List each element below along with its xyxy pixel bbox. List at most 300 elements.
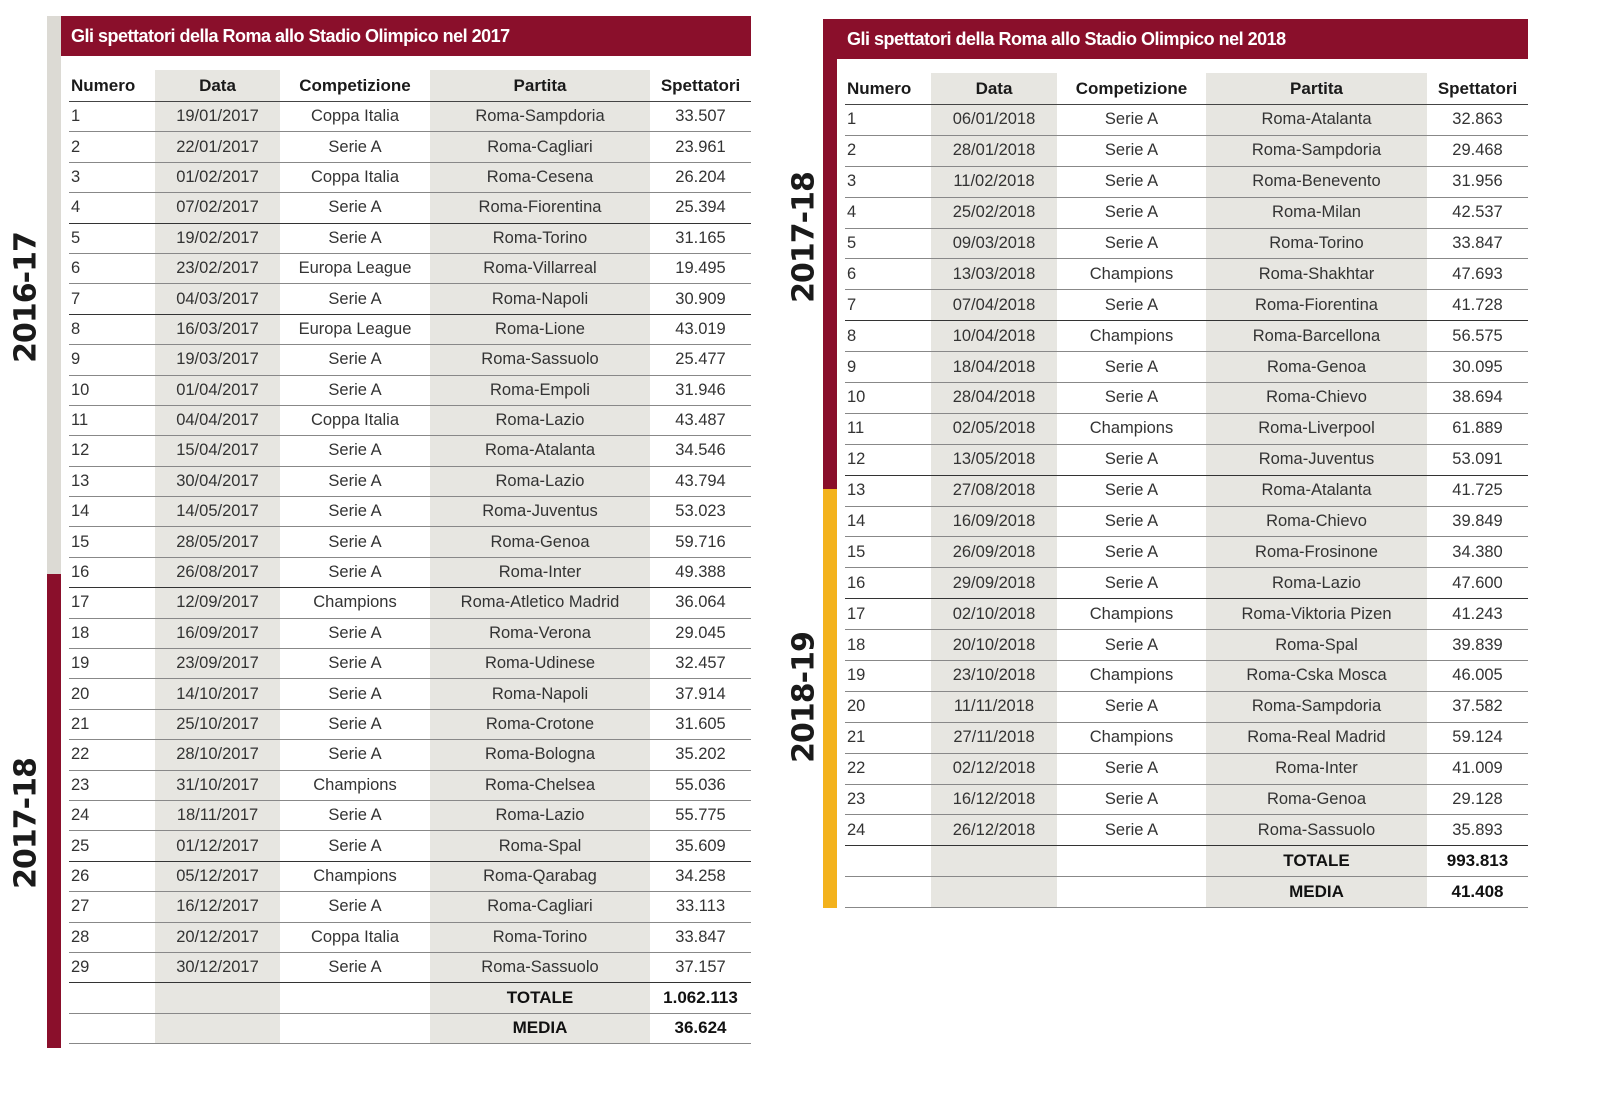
- cell-data: 05/12/2017: [155, 861, 280, 891]
- media-value: 36.624: [650, 1013, 751, 1043]
- cell-data: 04/03/2017: [155, 284, 280, 314]
- cell-numero: 19: [845, 661, 931, 692]
- cell-competizione: Champions: [280, 770, 430, 800]
- table-row: [69, 709, 751, 739]
- cell-numero: 17: [845, 599, 931, 630]
- media-label: MEDIA: [1206, 877, 1427, 908]
- cell-data: 27/08/2018: [931, 475, 1057, 506]
- cell-data: 25/10/2017: [155, 709, 280, 739]
- cell-numero: 6: [69, 253, 155, 283]
- col-header-competizione: Competizione: [1057, 73, 1206, 105]
- cell-data: 19/01/2017: [155, 102, 280, 132]
- cell-numero: 1: [69, 102, 155, 132]
- col-header-numero: Numero: [845, 73, 931, 105]
- table-row: [845, 753, 1528, 784]
- cell-numero: 14: [69, 497, 155, 527]
- cell-spettatori: 31.946: [650, 375, 751, 405]
- cell-data: 25/02/2018: [931, 197, 1057, 228]
- cell-data: 02/05/2018: [931, 413, 1057, 444]
- cell-partita: Roma-Atalanta: [430, 436, 650, 466]
- cell-competizione: Serie A: [1057, 753, 1206, 784]
- cell-data: 14/10/2017: [155, 679, 280, 709]
- cell-numero: 12: [69, 436, 155, 466]
- cell-data: 23/02/2017: [155, 253, 280, 283]
- cell-competizione: Serie A: [280, 649, 430, 679]
- cell-competizione: Serie A: [280, 345, 430, 375]
- cell-numero: 19: [69, 649, 155, 679]
- cell-numero: 13: [69, 466, 155, 496]
- table-row: [69, 770, 751, 800]
- cell-partita: Roma-Lione: [430, 314, 650, 344]
- cell-partita: Roma-Real Madrid: [1206, 722, 1427, 753]
- cell-partita: Roma-Chievo: [1206, 506, 1427, 537]
- cell-data: 18/11/2017: [155, 800, 280, 830]
- cell-numero: 12: [845, 444, 931, 475]
- cell-partita: Roma-Sassuolo: [430, 345, 650, 375]
- table-row: [69, 405, 751, 435]
- cell-data: 12/09/2017: [155, 588, 280, 618]
- cell-spettatori: 59.124: [1427, 722, 1528, 753]
- cell-spettatori: 29.045: [650, 618, 751, 648]
- cell-partita: Roma-Empoli: [430, 375, 650, 405]
- cell-spettatori: 49.388: [650, 557, 751, 587]
- cell-numero: 15: [845, 537, 931, 568]
- cell-partita: Roma-Sampdoria: [1206, 691, 1427, 722]
- table-row: [845, 352, 1528, 383]
- cell-competizione: Serie A: [1057, 815, 1206, 846]
- table-title-2018: Gli spettatori della Roma allo Stadio Olimpico nel 2018: [837, 19, 1528, 59]
- cell-numero: 23: [845, 784, 931, 815]
- season-label-bottom: 2018-19: [786, 632, 822, 763]
- cell-numero: 8: [69, 314, 155, 344]
- cell-data: 02/10/2018: [931, 599, 1057, 630]
- cell-numero: 22: [69, 740, 155, 770]
- cell-spettatori: 53.091: [1427, 444, 1528, 475]
- cell-data: 18/04/2018: [931, 352, 1057, 383]
- cell-partita: Roma-Juventus: [1206, 444, 1427, 475]
- cell-data: 01/02/2017: [155, 162, 280, 192]
- table-row: [69, 436, 751, 466]
- cell-partita: Roma-Atalanta: [1206, 475, 1427, 506]
- cell-numero: 10: [845, 383, 931, 414]
- cell-data: 11/11/2018: [931, 691, 1057, 722]
- cell-spettatori: 29.128: [1427, 784, 1528, 815]
- cell-spettatori: 46.005: [1427, 661, 1528, 692]
- cell-spettatori: 43.487: [650, 405, 751, 435]
- cell-spettatori: 61.889: [1427, 413, 1528, 444]
- totale-row: [845, 846, 1528, 877]
- table-row: [845, 259, 1528, 290]
- cell-spettatori: 35.893: [1427, 815, 1528, 846]
- cell-data: 06/01/2018: [931, 105, 1057, 136]
- cell-partita: Roma-Milan: [1206, 197, 1427, 228]
- cell-data: 19/02/2017: [155, 223, 280, 253]
- cell-partita: Roma-Cska Mosca: [1206, 661, 1427, 692]
- cell-data: 16/03/2017: [155, 314, 280, 344]
- table-row: [69, 679, 751, 709]
- table-row: [69, 831, 751, 861]
- col-header-data: Data: [155, 70, 280, 102]
- cell-data: 31/10/2017: [155, 770, 280, 800]
- cell-data: 16/09/2017: [155, 618, 280, 648]
- cell-partita: Roma-Atletico Madrid: [430, 588, 650, 618]
- cell-partita: Roma-Sampdoria: [1206, 135, 1427, 166]
- cell-competizione: Serie A: [280, 497, 430, 527]
- cell-partita: Roma-Fiorentina: [430, 193, 650, 223]
- cell-spettatori: 37.582: [1427, 691, 1528, 722]
- cell-partita: Roma-Cesena: [430, 162, 650, 192]
- cell-partita: Roma-Juventus: [430, 497, 650, 527]
- cell-numero: 24: [845, 815, 931, 846]
- cell-numero: 8: [845, 321, 931, 352]
- media-row: [845, 877, 1528, 908]
- table-row: [69, 557, 751, 587]
- cell-data: 07/04/2018: [931, 290, 1057, 321]
- cell-competizione: Serie A: [1057, 197, 1206, 228]
- cell-data: 28/04/2018: [931, 383, 1057, 414]
- cell-partita: Roma-Lazio: [430, 800, 650, 830]
- col-header-data: Data: [931, 73, 1057, 105]
- table-row: [845, 815, 1528, 846]
- col-header-spettatori: Spettatori: [1427, 73, 1528, 105]
- cell-competizione: Serie A: [280, 892, 430, 922]
- cell-numero: 13: [845, 475, 931, 506]
- cell-spettatori: 42.537: [1427, 197, 1528, 228]
- empty-cell: [155, 983, 280, 1013]
- table-row: [69, 527, 751, 557]
- cell-data: 30/12/2017: [155, 952, 280, 982]
- cell-partita: Roma-Torino: [1206, 228, 1427, 259]
- table-row: [69, 892, 751, 922]
- cell-partita: Roma-Viktoria Pizen: [1206, 599, 1427, 630]
- table-row: [69, 162, 751, 192]
- table-row: [845, 722, 1528, 753]
- table-row: [845, 321, 1528, 352]
- cell-competizione: Serie A: [280, 193, 430, 223]
- table-row: [845, 166, 1528, 197]
- cell-partita: Roma-Genoa: [430, 527, 650, 557]
- cell-competizione: Europa League: [280, 253, 430, 283]
- cell-data: 22/01/2017: [155, 132, 280, 162]
- cell-competizione: Serie A: [280, 132, 430, 162]
- table-row: [69, 375, 751, 405]
- empty-cell: [845, 877, 931, 908]
- season-label-top: 2016-17: [8, 232, 44, 363]
- cell-spettatori: 34.546: [650, 436, 751, 466]
- totale-value: 1.062.113: [650, 983, 751, 1013]
- totale-label: TOTALE: [1206, 846, 1427, 877]
- attendance-table-2018: [845, 73, 1528, 908]
- cell-data: 20/10/2018: [931, 630, 1057, 661]
- cell-spettatori: 25.477: [650, 345, 751, 375]
- table-row: [69, 800, 751, 830]
- cell-partita: Roma-Shakhtar: [1206, 259, 1427, 290]
- cell-data: 23/10/2018: [931, 661, 1057, 692]
- cell-partita: Roma-Spal: [1206, 630, 1427, 661]
- cell-numero: 15: [69, 527, 155, 557]
- empty-cell: [845, 846, 931, 877]
- cell-partita: Roma-Sassuolo: [1206, 815, 1427, 846]
- cell-competizione: Serie A: [1057, 444, 1206, 475]
- cell-competizione: Serie A: [280, 618, 430, 648]
- totale-row: [69, 983, 751, 1013]
- table-row: [845, 135, 1528, 166]
- table-row: [69, 102, 751, 132]
- table-row: [845, 383, 1528, 414]
- cell-spettatori: 33.113: [650, 892, 751, 922]
- cell-competizione: Serie A: [1057, 383, 1206, 414]
- cell-competizione: Serie A: [280, 740, 430, 770]
- cell-partita: Roma-Spal: [430, 831, 650, 861]
- cell-competizione: Serie A: [1057, 784, 1206, 815]
- table-row: [845, 413, 1528, 444]
- cell-spettatori: 55.775: [650, 800, 751, 830]
- table-row: [845, 444, 1528, 475]
- table-row: [69, 861, 751, 891]
- cell-numero: 9: [845, 352, 931, 383]
- cell-data: 28/01/2018: [931, 135, 1057, 166]
- cell-partita: Roma-Lazio: [430, 405, 650, 435]
- table-row: [69, 588, 751, 618]
- cell-competizione: Serie A: [280, 375, 430, 405]
- cell-partita: Roma-Cagliari: [430, 892, 650, 922]
- table-row: [845, 784, 1528, 815]
- cell-partita: Roma-Bologna: [430, 740, 650, 770]
- cell-partita: Roma-Napoli: [430, 679, 650, 709]
- cell-spettatori: 19.495: [650, 253, 751, 283]
- cell-competizione: Serie A: [280, 527, 430, 557]
- cell-partita: Roma-Genoa: [1206, 784, 1427, 815]
- cell-data: 16/12/2017: [155, 892, 280, 922]
- season-label-top: 2017-18: [786, 172, 822, 303]
- cell-competizione: Serie A: [280, 466, 430, 496]
- cell-spettatori: 25.394: [650, 193, 751, 223]
- cell-partita: Roma-Frosinone: [1206, 537, 1427, 568]
- cell-spettatori: 41.725: [1427, 475, 1528, 506]
- cell-spettatori: 33.507: [650, 102, 751, 132]
- cell-competizione: Coppa Italia: [280, 102, 430, 132]
- media-row: [69, 1013, 751, 1043]
- cell-numero: 7: [845, 290, 931, 321]
- cell-partita: Roma-Udinese: [430, 649, 650, 679]
- cell-partita: Roma-Benevento: [1206, 166, 1427, 197]
- media-value: 41.408: [1427, 877, 1528, 908]
- cell-spettatori: 41.728: [1427, 290, 1528, 321]
- table-row: [69, 223, 751, 253]
- cell-spettatori: 47.693: [1427, 259, 1528, 290]
- table-row: [69, 345, 751, 375]
- table-title-2017: Gli spettatori della Roma allo Stadio Olimpico nel 2017: [61, 16, 751, 56]
- cell-numero: 24: [69, 800, 155, 830]
- cell-competizione: Serie A: [1057, 228, 1206, 259]
- cell-partita: Roma-Torino: [430, 922, 650, 952]
- cell-competizione: Serie A: [280, 800, 430, 830]
- cell-numero: 22: [845, 753, 931, 784]
- empty-cell: [155, 1013, 280, 1043]
- cell-partita: Roma-Villarreal: [430, 253, 650, 283]
- cell-partita: Roma-Liverpool: [1206, 413, 1427, 444]
- cell-numero: 11: [69, 405, 155, 435]
- cell-numero: 18: [845, 630, 931, 661]
- table-row: [69, 649, 751, 679]
- empty-cell: [280, 983, 430, 1013]
- cell-spettatori: 55.036: [650, 770, 751, 800]
- cell-spettatori: 53.023: [650, 497, 751, 527]
- cell-spettatori: 32.457: [650, 649, 751, 679]
- cell-data: 26/12/2018: [931, 815, 1057, 846]
- totale-value: 993.813: [1427, 846, 1528, 877]
- cell-data: 30/04/2017: [155, 466, 280, 496]
- cell-numero: 14: [845, 506, 931, 537]
- season-bar-2016-17: [47, 16, 61, 574]
- table-row: [69, 314, 751, 344]
- cell-partita: Roma-Atalanta: [1206, 105, 1427, 136]
- empty-cell: [931, 877, 1057, 908]
- cell-competizione: Serie A: [280, 952, 430, 982]
- cell-spettatori: 43.794: [650, 466, 751, 496]
- cell-numero: 26: [69, 861, 155, 891]
- cell-partita: Roma-Inter: [1206, 753, 1427, 784]
- empty-cell: [69, 983, 155, 1013]
- media-label: MEDIA: [430, 1013, 650, 1043]
- empty-cell: [69, 1013, 155, 1043]
- cell-data: 01/12/2017: [155, 831, 280, 861]
- cell-numero: 29: [69, 952, 155, 982]
- cell-spettatori: 56.575: [1427, 321, 1528, 352]
- cell-partita: Roma-Crotone: [430, 709, 650, 739]
- cell-competizione: Serie A: [1057, 537, 1206, 568]
- cell-spettatori: 36.064: [650, 588, 751, 618]
- cell-competizione: Serie A: [1057, 691, 1206, 722]
- cell-data: 28/10/2017: [155, 740, 280, 770]
- cell-numero: 10: [69, 375, 155, 405]
- cell-numero: 4: [845, 197, 931, 228]
- cell-data: 14/05/2017: [155, 497, 280, 527]
- cell-competizione: Champions: [280, 861, 430, 891]
- cell-competizione: Europa League: [280, 314, 430, 344]
- cell-partita: Roma-Lazio: [1206, 568, 1427, 599]
- season-bar-2017-18: [823, 19, 837, 489]
- table-row: [845, 630, 1528, 661]
- cell-partita: Roma-Cagliari: [430, 132, 650, 162]
- cell-competizione: Champions: [1057, 259, 1206, 290]
- cell-partita: Roma-Sassuolo: [430, 952, 650, 982]
- empty-cell: [1057, 846, 1206, 877]
- cell-partita: Roma-Inter: [430, 557, 650, 587]
- cell-competizione: Champions: [1057, 661, 1206, 692]
- cell-numero: 3: [845, 166, 931, 197]
- cell-competizione: Coppa Italia: [280, 405, 430, 435]
- cell-partita: Roma-Napoli: [430, 284, 650, 314]
- table-row: [69, 497, 751, 527]
- cell-numero: 5: [845, 228, 931, 259]
- cell-numero: 16: [845, 568, 931, 599]
- cell-spettatori: 35.609: [650, 831, 751, 861]
- cell-spettatori: 23.961: [650, 132, 751, 162]
- cell-numero: 17: [69, 588, 155, 618]
- cell-data: 15/04/2017: [155, 436, 280, 466]
- cell-spettatori: 26.204: [650, 162, 751, 192]
- table-row: [69, 740, 751, 770]
- season-label-bottom: 2017-18: [8, 758, 44, 889]
- cell-competizione: Champions: [1057, 722, 1206, 753]
- cell-partita: Roma-Fiorentina: [1206, 290, 1427, 321]
- cell-data: 20/12/2017: [155, 922, 280, 952]
- cell-spettatori: 59.716: [650, 527, 751, 557]
- col-header-partita: Partita: [1206, 73, 1427, 105]
- table-row: [69, 132, 751, 162]
- cell-spettatori: 47.600: [1427, 568, 1528, 599]
- table-row: [69, 284, 751, 314]
- cell-competizione: Serie A: [1057, 166, 1206, 197]
- cell-spettatori: 41.009: [1427, 753, 1528, 784]
- cell-competizione: Champions: [280, 588, 430, 618]
- cell-numero: 9: [69, 345, 155, 375]
- cell-data: 16/09/2018: [931, 506, 1057, 537]
- table-row: [845, 197, 1528, 228]
- cell-data: 02/12/2018: [931, 753, 1057, 784]
- cell-spettatori: 31.165: [650, 223, 751, 253]
- cell-numero: 1: [845, 105, 931, 136]
- cell-competizione: Serie A: [1057, 568, 1206, 599]
- cell-numero: 28: [69, 922, 155, 952]
- cell-spettatori: 37.157: [650, 952, 751, 982]
- table-row: [69, 253, 751, 283]
- cell-data: 07/02/2017: [155, 193, 280, 223]
- table-row: [845, 661, 1528, 692]
- cell-spettatori: 32.863: [1427, 105, 1528, 136]
- attendance-table-2017: [69, 70, 751, 1044]
- cell-numero: 21: [69, 709, 155, 739]
- cell-data: 04/04/2017: [155, 405, 280, 435]
- cell-competizione: Coppa Italia: [280, 162, 430, 192]
- cell-competizione: Serie A: [1057, 105, 1206, 136]
- cell-numero: 6: [845, 259, 931, 290]
- cell-partita: Roma-Chievo: [1206, 383, 1427, 414]
- cell-numero: 23: [69, 770, 155, 800]
- cell-numero: 20: [69, 679, 155, 709]
- cell-partita: Roma-Verona: [430, 618, 650, 648]
- col-header-numero: Numero: [69, 70, 155, 102]
- cell-partita: Roma-Torino: [430, 223, 650, 253]
- cell-competizione: Champions: [1057, 321, 1206, 352]
- cell-data: 11/02/2018: [931, 166, 1057, 197]
- table-row: [845, 290, 1528, 321]
- empty-cell: [1057, 877, 1206, 908]
- cell-spettatori: 39.839: [1427, 630, 1528, 661]
- cell-competizione: Champions: [1057, 413, 1206, 444]
- cell-spettatori: 33.847: [650, 922, 751, 952]
- table-row: [845, 228, 1528, 259]
- cell-data: 29/09/2018: [931, 568, 1057, 599]
- cell-competizione: Champions: [1057, 599, 1206, 630]
- cell-competizione: Serie A: [1057, 352, 1206, 383]
- cell-spettatori: 31.605: [650, 709, 751, 739]
- cell-numero: 27: [69, 892, 155, 922]
- table-row: [69, 922, 751, 952]
- cell-data: 19/03/2017: [155, 345, 280, 375]
- cell-numero: 2: [69, 132, 155, 162]
- cell-data: 16/12/2018: [931, 784, 1057, 815]
- cell-numero: 5: [69, 223, 155, 253]
- cell-data: 10/04/2018: [931, 321, 1057, 352]
- cell-competizione: Serie A: [280, 284, 430, 314]
- cell-partita: Roma-Genoa: [1206, 352, 1427, 383]
- cell-partita: Roma-Sampdoria: [430, 102, 650, 132]
- empty-cell: [280, 1013, 430, 1043]
- cell-partita: Roma-Barcellona: [1206, 321, 1427, 352]
- table-row: [845, 506, 1528, 537]
